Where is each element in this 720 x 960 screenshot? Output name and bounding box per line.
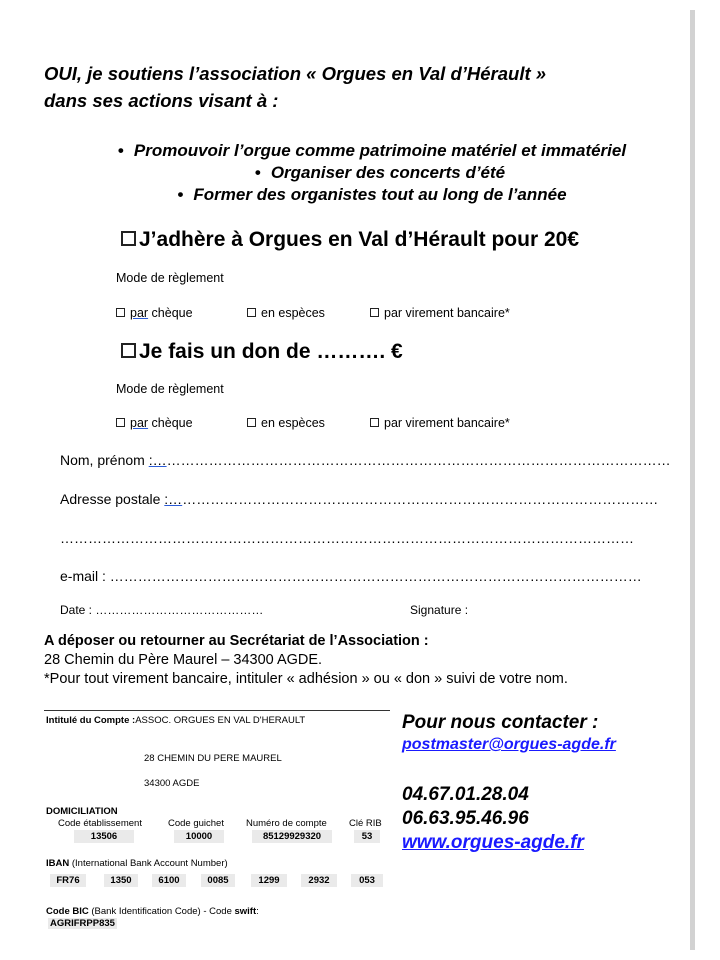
bank-iban-line: IBAN (International Bank Account Number)	[46, 858, 228, 869]
bank-details	[44, 710, 390, 933]
checkbox-icon[interactable]	[247, 308, 256, 317]
bank-account-line	[46, 715, 305, 726]
signature-label: Signature :	[410, 603, 469, 617]
iban-group: FR76	[50, 874, 86, 887]
checkbox-icon[interactable]	[116, 308, 125, 317]
checkbox-icon[interactable]	[116, 418, 125, 427]
bank-value-account-number: 85129929320	[252, 830, 332, 843]
iban-group: 0085	[201, 874, 235, 887]
membership-heading[interactable]	[121, 228, 579, 252]
date-field[interactable]: Date : ……………………………………	[60, 603, 264, 617]
bullet-icon: •	[177, 185, 184, 204]
bank-account-name: ASSOC. ORGUES EN VAL D'HERAULT	[135, 715, 306, 726]
iban-group: 053	[351, 874, 383, 887]
bank-account-label: Intitulé du Compte :	[46, 715, 136, 726]
iban-group: 1350	[104, 874, 138, 887]
bank-value-code-guichet: 10000	[174, 830, 224, 843]
checkbox-icon[interactable]	[370, 418, 379, 427]
contact-phone-2: 06.63.95.46.96	[402, 808, 529, 829]
bank-header-code-etab: Code établissement	[58, 818, 142, 829]
donation-option-cash[interactable]: en espèces	[247, 416, 325, 430]
contact-phone-1: 04.67.01.28.04	[402, 784, 529, 805]
bank-address-2: 34300 AGDE	[144, 778, 200, 789]
bank-value-cle-rib: 53	[354, 830, 380, 843]
donation-checkbox[interactable]	[121, 343, 136, 358]
bullet-icon: •	[254, 163, 261, 182]
membership-checkbox[interactable]	[121, 231, 136, 246]
membership-title: J’adhère à Orgues en Val d’Hérault pour 20€	[139, 228, 579, 251]
membership-option-cash[interactable]: en espèces	[247, 306, 325, 320]
deposit-title: A déposer ou retourner au Secrétariat de l’Association :	[44, 633, 429, 649]
bank-domiciliation: DOMICILIATION	[46, 806, 118, 817]
contact-email-link[interactable]: postmaster@orgues-agde.fr	[402, 736, 616, 753]
contact-title: Pour nous contacter :	[402, 712, 599, 733]
bank-header-cle-rib: Clé RIB	[349, 818, 382, 829]
bank-address-1: 28 CHEMIN DU PERE MAUREL	[144, 753, 282, 764]
name-field[interactable]: Nom, prénom :…………………………………………………………………………………………………	[60, 452, 671, 468]
iban-group: 6100	[152, 874, 186, 887]
goal-item: • Promouvoir l’orgue comme patrimoine matériel et immatériel	[117, 141, 627, 160]
checkbox-icon[interactable]	[247, 418, 256, 427]
membership-payment-label: Mode de règlement	[116, 271, 224, 285]
bank-value-code-etab: 13506	[74, 830, 134, 843]
donation-option-cheque[interactable]: par chèque	[116, 416, 193, 430]
contact-website-link[interactable]: www.orgues-agde.fr	[402, 832, 584, 853]
checkbox-icon[interactable]	[370, 308, 379, 317]
email-field[interactable]: e-mail : ……………………………………………………………………………………………………	[60, 568, 642, 584]
intro-line-2: dans ses actions visant à :	[44, 90, 279, 111]
iban-group: 1299	[251, 874, 287, 887]
intro-text	[44, 60, 546, 114]
bullet-icon: •	[117, 141, 124, 160]
donation-payment-label: Mode de règlement	[116, 382, 224, 396]
bank-bic-line: Code BIC (Bank Identification Code) - Code swift:	[46, 906, 259, 917]
deposit-note: *Pour tout virement bancaire, intituler « adhésion » ou « don » suivi de votre nom.	[44, 671, 568, 687]
goals-list	[0, 140, 720, 206]
bank-header-account-number: Numéro de compte	[246, 818, 327, 829]
membership-option-cheque[interactable]: par chèque	[116, 306, 193, 320]
address-field-line-2[interactable]: ……………………………………………………………………………………………………………	[60, 530, 634, 546]
goal-item: • Former des organistes tout au long de l’année	[177, 185, 567, 204]
goal-item: • Organiser des concerts d’été	[254, 163, 506, 182]
donation-heading[interactable]	[121, 340, 403, 364]
donation-option-transfer[interactable]: par virement bancaire*	[370, 416, 510, 430]
deposit-section	[44, 632, 568, 689]
membership-option-transfer[interactable]: par virement bancaire*	[370, 306, 510, 320]
deposit-address: 28 Chemin du Père Maurel – 34300 AGDE.	[44, 652, 323, 668]
bank-bic-value: AGRIFRPP835	[50, 918, 115, 929]
address-field[interactable]: Adresse postale :……………………………………………………………………………………………	[60, 491, 659, 507]
iban-group: 2932	[301, 874, 337, 887]
intro-line-1: OUI, je soutiens l’association « Orgues en Val d’Hérault »	[44, 63, 547, 84]
donation-title: Je fais un don de ………. €	[139, 340, 403, 363]
bank-header-code-guichet: Code guichet	[168, 818, 224, 829]
